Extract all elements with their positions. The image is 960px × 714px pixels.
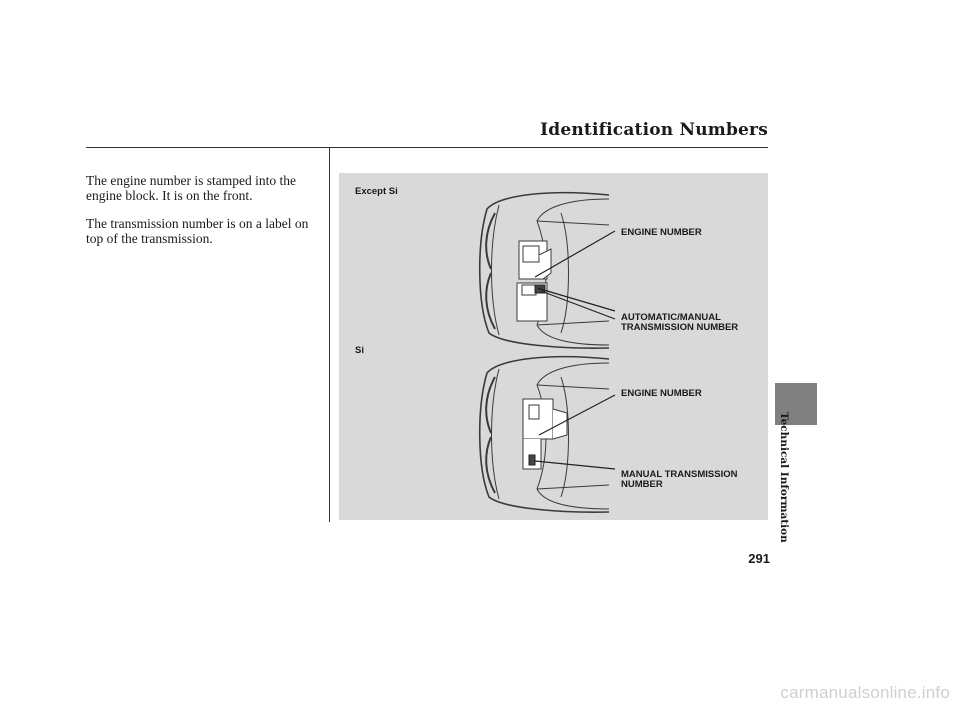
column-divider bbox=[329, 148, 330, 522]
engine-number-callout: ENGINE NUMBER bbox=[621, 227, 702, 238]
auto-manual-transmission-number-callout: AUTOMATIC/MANUAL TRANSMISSION NUMBER bbox=[621, 312, 739, 333]
transmission-number-paragraph: The transmission number is on a label on top of the transmission. bbox=[86, 216, 309, 246]
si-label: Si bbox=[355, 345, 364, 356]
except-si-label: Except Si bbox=[355, 186, 398, 197]
manual-transmission-number-callout: MANUAL TRANSMISSION NUMBER bbox=[621, 469, 738, 490]
page-number: 291 bbox=[748, 551, 770, 566]
si-engine-number-callout: ENGINE NUMBER bbox=[621, 388, 702, 399]
engine-number-paragraph: The engine number is stamped into the engine block. It is on the front. bbox=[86, 173, 296, 203]
car-top-view-si bbox=[480, 357, 615, 512]
section-side-label: Technical Information bbox=[778, 412, 790, 543]
page-title: Identification Numbers bbox=[540, 120, 768, 140]
title-divider bbox=[86, 147, 768, 148]
engine-bay-illustration bbox=[339, 173, 768, 520]
engine-compartment-figure bbox=[339, 173, 768, 520]
watermark: carmanualsonline.info bbox=[780, 683, 950, 702]
car-top-view-except-si bbox=[480, 193, 615, 348]
